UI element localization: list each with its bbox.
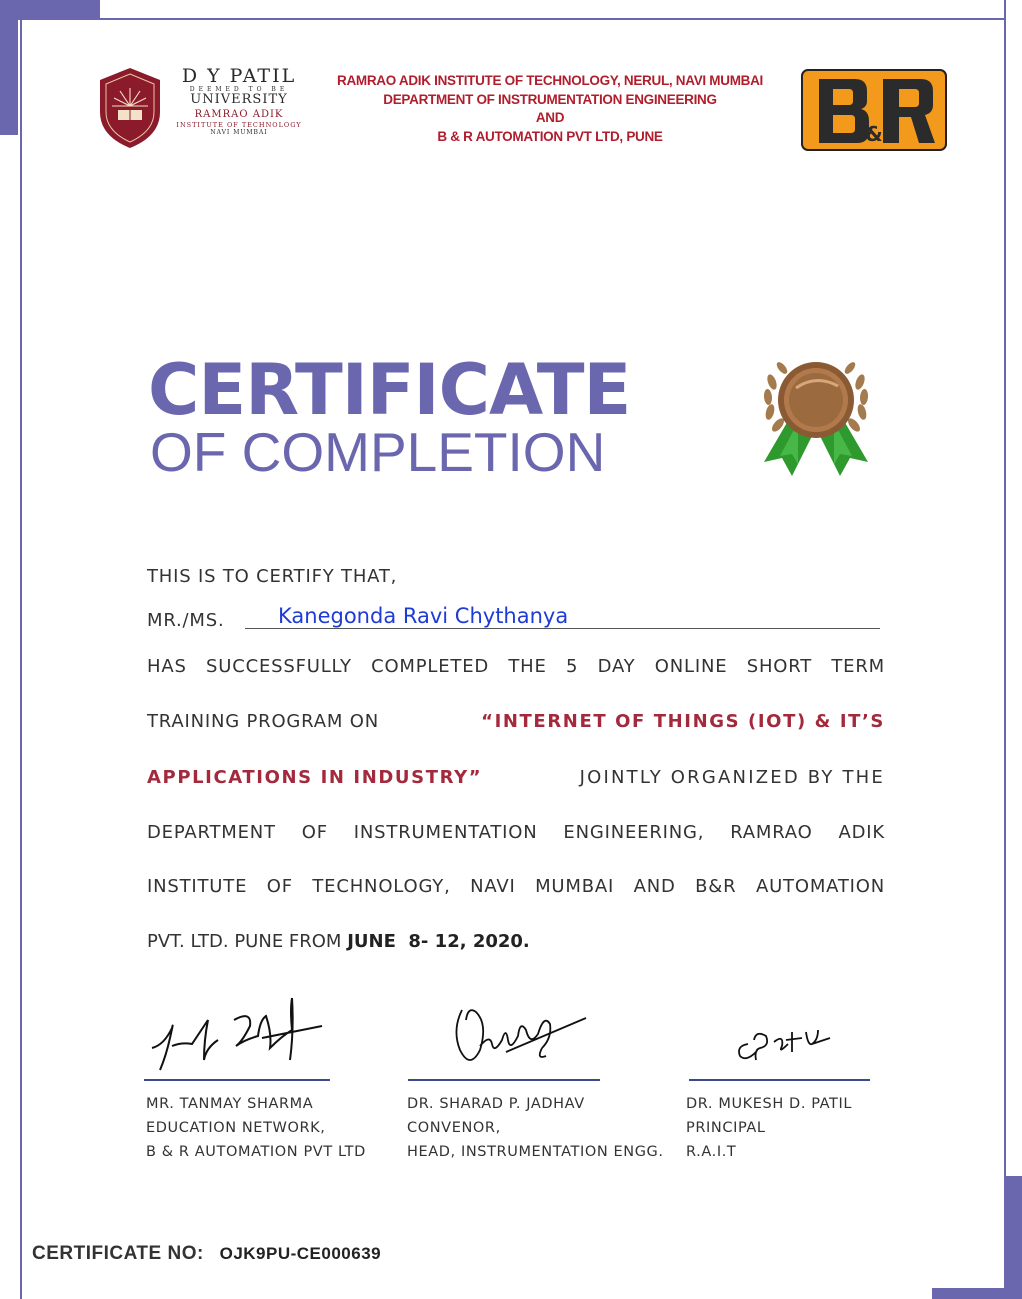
frame-right-border [1004, 0, 1006, 1176]
program-title-part1: “INTERNET OF THINGS (IOT) & IT’S [481, 711, 885, 732]
signatory-1 [146, 1092, 366, 1164]
program-dates: JUNE 8- 12, 2020. [347, 931, 530, 952]
br-automation-logo [801, 69, 947, 151]
dy-patil-logo-text [174, 66, 304, 137]
signatory-3-role: PRINCIPAL [686, 1120, 766, 1136]
signatory-2-name: DR. SHARAD P. JADHAV [407, 1096, 585, 1112]
signature-mukesh-patil [726, 990, 916, 1080]
certificate-number-label: CERTIFICATE NO: [32, 1243, 204, 1264]
body-line-2 [147, 711, 885, 732]
signature-tanmay-sharma [142, 990, 332, 1080]
recipient-name: Kanegonda Ravi Chythanya [278, 604, 569, 628]
body-line-5: INSTITUTE OF TECHNOLOGY, NAVI MUMBAI AND B&R AUTOMATION [147, 876, 885, 897]
certificate-number [32, 1243, 381, 1265]
logo-university-word: UNIVERSITY [190, 92, 288, 107]
signature-line-3 [689, 1079, 870, 1081]
frame-corner-bottom-bar [932, 1288, 1022, 1299]
header-line-company: B & R AUTOMATION PVT LTD, PUNE [437, 128, 663, 144]
br-logo-ampersand: & [865, 122, 883, 146]
certificate-title: CERTIFICATE [148, 349, 631, 431]
dy-patil-logo [98, 66, 308, 152]
signatory-1-org: B & R AUTOMATION PVT LTD [146, 1144, 366, 1160]
logo-university-name: D Y PATIL [181, 65, 297, 87]
frame-top-border [20, 18, 1006, 20]
logo-institute-line2: INSTITUTE OF TECHNOLOGY [176, 121, 302, 129]
body-line-1: HAS SUCCESSFULLY COMPLETED THE 5 DAY ONLINE SHORT TERM [147, 656, 885, 677]
body-line-6-prefix: PVT. LTD. PUNE FROM [147, 931, 342, 952]
signatory-3-org: R.A.I.T [686, 1144, 737, 1160]
certificate-number-value: OJK9PU-CE000639 [219, 1244, 382, 1263]
br-logo-mark [803, 71, 945, 149]
frame-left-border [20, 18, 22, 1299]
header-line-institute: RAMRAO ADIK INSTITUTE OF TECHNOLOGY, NERUL, NAVI MUMBAI [337, 73, 763, 88]
frame-corner-left-bar [0, 0, 18, 135]
header-line-department: DEPARTMENT OF INSTRUMENTATION ENGINEERING [383, 91, 717, 107]
body-line-3-suffix: JOINTLY ORGANIZED BY THE [579, 767, 885, 788]
certificate-subtitle: OF COMPLETION [150, 421, 606, 483]
signature-line-1 [144, 1079, 330, 1081]
signatory-3 [686, 1092, 852, 1164]
signatory-3-name: DR. MUKESH D. PATIL [686, 1096, 853, 1112]
signatory-1-name: MR. TANMAY SHARMA [146, 1096, 314, 1112]
body-line-4: DEPARTMENT OF INSTRUMENTATION ENGINEERING, RAMRAO ADIK [147, 822, 885, 843]
signatory-2 [407, 1092, 664, 1164]
certificate-header [302, 72, 798, 146]
medal-icon [756, 352, 876, 487]
header-line-and: AND [535, 110, 565, 125]
signatory-2-role: CONVENOR, [407, 1120, 501, 1136]
body-line-2-prefix: TRAINING PROGRAM ON [147, 711, 379, 732]
salutation-label: MR./MS. [147, 610, 225, 631]
signature-line-2 [408, 1079, 600, 1081]
logo-deemed-text: DEEMED TO BE [189, 86, 289, 93]
signatory-1-role: EDUCATION NETWORK, [146, 1120, 326, 1136]
frame-corner-bottom-right [1004, 1176, 1022, 1299]
body-line-6 [147, 931, 885, 952]
logo-location: NAVI MUMBAI [210, 129, 268, 136]
logo-institute-line1: RAMRAO ADIK [194, 109, 284, 120]
body-line-3 [147, 767, 885, 788]
university-shield-icon [98, 66, 162, 150]
certify-statement: THIS IS TO CERTIFY THAT, [147, 566, 398, 587]
signatory-2-org: HEAD, INSTRUMENTATION ENGG. [407, 1144, 664, 1160]
name-underline [245, 628, 880, 629]
signature-sharad-jadhav [446, 990, 636, 1080]
program-title-part2: APPLICATIONS IN INDUSTRY” [147, 767, 483, 788]
